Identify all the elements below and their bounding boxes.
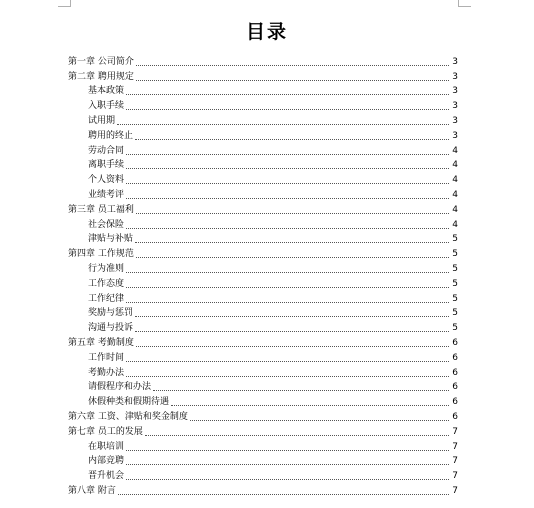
toc-dot-leader — [126, 94, 449, 95]
toc-dot-leader — [126, 109, 449, 110]
toc-chapter-entry[interactable] — [68, 482, 458, 497]
toc-page-number: 6 — [452, 411, 458, 422]
toc-chapter-entry[interactable] — [68, 245, 458, 260]
toc-entry-title: 第六章 工资、津贴和奖金制度 — [68, 411, 188, 422]
toc-entry-title: 工作纪律 — [88, 293, 125, 304]
toc-section-entry[interactable] — [68, 393, 458, 408]
toc-dot-leader — [126, 302, 449, 303]
toc-section-entry[interactable] — [68, 142, 458, 157]
toc-section-entry[interactable] — [68, 112, 458, 127]
toc-page-number: 3 — [452, 101, 458, 112]
toc-page-number: 7 — [452, 426, 458, 437]
toc-dot-leader — [126, 154, 449, 155]
toc-dot-leader — [136, 213, 449, 214]
toc-dot-leader — [126, 228, 449, 229]
toc-dot-leader — [118, 494, 449, 495]
toc-page-number: 6 — [452, 352, 458, 363]
toc-section-entry[interactable] — [68, 275, 458, 290]
toc-dot-leader — [126, 287, 449, 288]
toc-dot-leader — [136, 80, 449, 81]
toc-dot-leader — [136, 346, 449, 347]
toc-page-number: 7 — [452, 485, 458, 496]
toc-section-entry[interactable] — [68, 467, 458, 482]
toc-page-number: 4 — [452, 189, 458, 200]
toc-page-number: 4 — [452, 160, 458, 171]
toc-dot-leader — [126, 361, 449, 362]
toc-section-entry[interactable] — [68, 186, 458, 201]
toc-dot-leader — [126, 464, 449, 465]
toc-page-number: 5 — [452, 293, 458, 304]
toc-dot-leader — [126, 272, 449, 273]
toc-dot-leader — [136, 65, 449, 66]
crop-mark-left — [58, 0, 71, 7]
toc-dot-leader — [171, 405, 449, 406]
toc-entry-title: 第四章 工作规范 — [68, 249, 134, 260]
toc-entry-title: 工作态度 — [88, 278, 125, 289]
toc-dot-leader — [126, 376, 449, 377]
toc-dot-leader — [153, 390, 449, 391]
toc-entry-title: 基本政策 — [88, 86, 125, 97]
toc-section-entry[interactable] — [68, 364, 458, 379]
toc-section-entry[interactable] — [68, 216, 458, 231]
toc-dot-leader — [135, 139, 449, 140]
toc-dot-leader — [145, 435, 449, 436]
toc-section-entry[interactable] — [68, 349, 458, 364]
toc-entry-title: 行为准则 — [88, 263, 125, 274]
toc-section-entry[interactable] — [68, 305, 458, 320]
toc-section-entry[interactable] — [68, 157, 458, 172]
toc-page-number: 5 — [452, 263, 458, 274]
toc-entry-title: 晋升机会 — [88, 471, 125, 482]
toc-section-entry[interactable] — [68, 438, 458, 453]
toc-page-number: 3 — [452, 115, 458, 126]
toc-entry-title: 第五章 考勤制度 — [68, 337, 134, 348]
toc-dot-leader — [126, 450, 449, 451]
toc-page-number: 4 — [452, 175, 458, 186]
toc-dot-leader — [135, 316, 449, 317]
toc-entry-title: 第七章 员工的发展 — [68, 426, 143, 437]
toc-page-number: 4 — [452, 219, 458, 230]
toc-section-entry[interactable] — [68, 127, 458, 142]
toc-page-number: 6 — [452, 367, 458, 378]
toc-section-entry[interactable] — [68, 453, 458, 468]
toc-chapter-entry[interactable] — [68, 423, 458, 438]
toc-entry-title: 在职培训 — [88, 441, 125, 452]
toc-entry-title: 劳动合同 — [88, 145, 125, 156]
toc-section-entry[interactable] — [68, 97, 458, 112]
toc-section-entry[interactable] — [68, 379, 458, 394]
table-of-contents — [68, 53, 458, 497]
toc-dot-leader — [136, 257, 449, 258]
toc-entry-title: 考勤办法 — [88, 367, 125, 378]
toc-section-entry[interactable] — [68, 83, 458, 98]
page-title: 目录 — [245, 20, 288, 43]
toc-chapter-entry[interactable] — [68, 334, 458, 349]
toc-entry-title: 聘用的终止 — [88, 130, 134, 141]
toc-page-number: 5 — [452, 278, 458, 289]
toc-entry-title: 第八章 附言 — [68, 485, 116, 496]
toc-entry-title: 请假程序和办法 — [88, 382, 152, 393]
toc-entry-title: 离职手续 — [88, 160, 125, 171]
toc-chapter-entry[interactable] — [68, 68, 458, 83]
toc-page-number: 6 — [452, 397, 458, 408]
toc-chapter-entry[interactable] — [68, 53, 458, 68]
toc-entry-title: 奖励与惩罚 — [88, 308, 134, 319]
toc-dot-leader — [135, 242, 449, 243]
toc-dot-leader — [126, 198, 449, 199]
toc-entry-title: 入职手续 — [88, 101, 125, 112]
toc-entry-title: 津贴与补贴 — [88, 234, 134, 245]
toc-entry-title: 工作时间 — [88, 352, 125, 363]
toc-section-entry[interactable] — [68, 260, 458, 275]
toc-entry-title: 试用期 — [88, 115, 116, 126]
toc-entry-title: 第三章 员工福利 — [68, 204, 134, 215]
toc-entry-title: 第二章 聘用规定 — [68, 71, 134, 82]
toc-page-number: 3 — [452, 71, 458, 82]
toc-entry-title: 个人资料 — [88, 175, 125, 186]
toc-page-number: 7 — [452, 471, 458, 482]
toc-entry-title: 业绩考评 — [88, 189, 125, 200]
toc-entry-title: 沟通与投诉 — [88, 323, 134, 334]
toc-dot-leader — [190, 420, 449, 421]
toc-chapter-entry[interactable] — [68, 408, 458, 423]
toc-section-entry[interactable] — [68, 319, 458, 334]
toc-entry-title: 第一章 公司简介 — [68, 56, 134, 67]
toc-page-number: 6 — [452, 382, 458, 393]
toc-section-entry[interactable] — [68, 231, 458, 246]
toc-section-entry[interactable] — [68, 171, 458, 186]
toc-page-number: 5 — [452, 249, 458, 260]
toc-entry-title: 休假种类和假期待遇 — [88, 397, 170, 408]
toc-page-number: 7 — [452, 441, 458, 452]
toc-page-number: 4 — [452, 204, 458, 215]
toc-page-number: 3 — [452, 130, 458, 141]
toc-dot-leader — [126, 479, 449, 480]
toc-page-number: 6 — [452, 337, 458, 348]
toc-page-number: 5 — [452, 323, 458, 334]
toc-chapter-entry[interactable] — [68, 201, 458, 216]
toc-entry-title: 社会保险 — [88, 219, 125, 230]
toc-dot-leader — [117, 124, 449, 125]
toc-dot-leader — [135, 331, 449, 332]
toc-dot-leader — [126, 168, 449, 169]
toc-page-number: 5 — [452, 308, 458, 319]
toc-section-entry[interactable] — [68, 290, 458, 305]
crop-mark-right — [458, 0, 471, 7]
toc-dot-leader — [126, 183, 449, 184]
toc-page-number: 3 — [452, 86, 458, 97]
toc-entry-title: 内部竞聘 — [88, 456, 125, 467]
toc-page-number: 7 — [452, 456, 458, 467]
toc-page-number: 4 — [452, 145, 458, 156]
toc-page-number: 5 — [452, 234, 458, 245]
toc-page-number: 3 — [452, 56, 458, 67]
